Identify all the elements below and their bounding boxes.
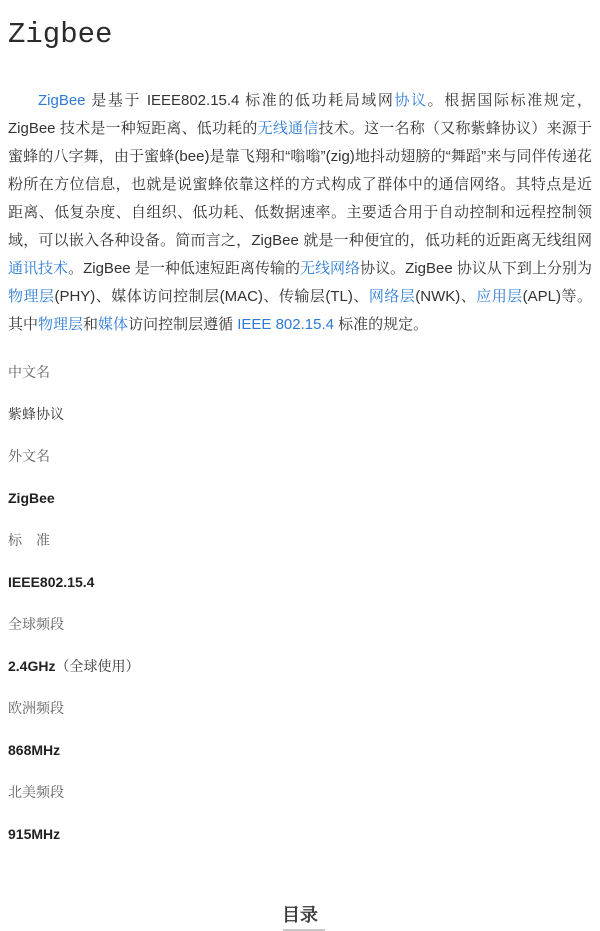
- toc-heading: 目录: [282, 905, 318, 925]
- infobox-row: [8, 782, 592, 844]
- text-segment: 技术。这一名称（又称紫蜂协议）来源于蜜蜂的八字舞，由于蜜蜂(bee)是靠飞翔和“嗡嗡”(zig)地抖动翅膀的“舞蹈”来与同伴传递花粉所在方位信息，也就是说蜜蜂依靠这样的方式构成了群体中的通信网络。其特点是近距离、低复杂度、自组织、低功耗、低数据速率。主要适合用于自动控制和远程控制领域，可以嵌入各种设备。简而言之，ZigBee 就是一种便宜的，低功耗的近距离无线组网: [8, 120, 592, 249]
- infobox-label: 欧洲频段: [8, 700, 64, 716]
- infobox-row: [8, 614, 592, 676]
- inline-link[interactable]: 物理层: [38, 316, 84, 333]
- text-segment: (PHY)、媒体访问控制层(MAC)、传输层(TL)、: [54, 288, 369, 305]
- infobox-value-text: 紫蜂协议: [8, 406, 64, 422]
- infobox-label: 全球频段: [8, 616, 64, 632]
- infobox-value-latin: IEEE802.15.4: [8, 574, 95, 590]
- infobox-row: [8, 446, 592, 508]
- text-segment: (APL)等。其中: [8, 288, 592, 333]
- infobox-value: [8, 572, 592, 592]
- inline-link[interactable]: 无线网络: [300, 260, 361, 277]
- inline-link[interactable]: 物理层: [8, 288, 55, 305]
- infobox-value-text: （全球使用）: [55, 658, 140, 674]
- text-segment: 标准的规定。: [333, 316, 429, 333]
- infobox-value: [8, 404, 592, 424]
- inline-link[interactable]: 无线通信: [257, 120, 319, 137]
- infobox-label: 标 准: [8, 532, 50, 548]
- inline-link[interactable]: 协议: [394, 92, 428, 109]
- infobox-value-latin: 2.4GHz: [8, 658, 56, 674]
- text-segment: 协议。ZigBee 协议从下到上分别为: [360, 260, 592, 277]
- infobox-label: 北美频段: [8, 784, 64, 800]
- infobox-row: [8, 698, 592, 760]
- infobox-value-latin: 868MHz: [8, 742, 61, 758]
- infobox-value: [8, 824, 592, 844]
- infobox-list: [8, 362, 592, 844]
- text-segment: (NWK)、: [415, 288, 477, 305]
- text-segment: 。ZigBee 是一种低速短距离传输的: [68, 260, 300, 277]
- infobox-value: [8, 488, 592, 508]
- infobox-value: [8, 656, 592, 676]
- inline-link[interactable]: ZigBee: [38, 92, 86, 109]
- inline-link[interactable]: IEEE 802.15.4: [237, 316, 334, 333]
- text-segment: 。根据国际标准规定，ZigBee 技术是一种短距离、低功耗的: [8, 92, 592, 137]
- text-segment: 访问控制层遵循: [128, 316, 238, 333]
- inline-link[interactable]: 网络层: [368, 288, 416, 305]
- inline-link[interactable]: 媒体: [98, 316, 129, 333]
- inline-link[interactable]: 通讯技术: [8, 260, 69, 277]
- inline-link[interactable]: 应用层: [476, 288, 523, 305]
- infobox-row: [8, 362, 592, 424]
- infobox-value-latin: ZigBee: [8, 490, 55, 506]
- infobox-value-latin: 915MHz: [8, 826, 61, 842]
- infobox-label: 中文名: [8, 364, 50, 380]
- page-title: Zigbee: [8, 18, 113, 51]
- infobox-value: [8, 740, 592, 760]
- text-segment: 和: [83, 316, 99, 333]
- intro-paragraph: [8, 87, 592, 339]
- infobox-label: 外文名: [8, 448, 50, 464]
- infobox-row: [8, 530, 592, 592]
- text-segment: 是基于 IEEE802.15.4 标准的低功耗局域网: [85, 92, 395, 109]
